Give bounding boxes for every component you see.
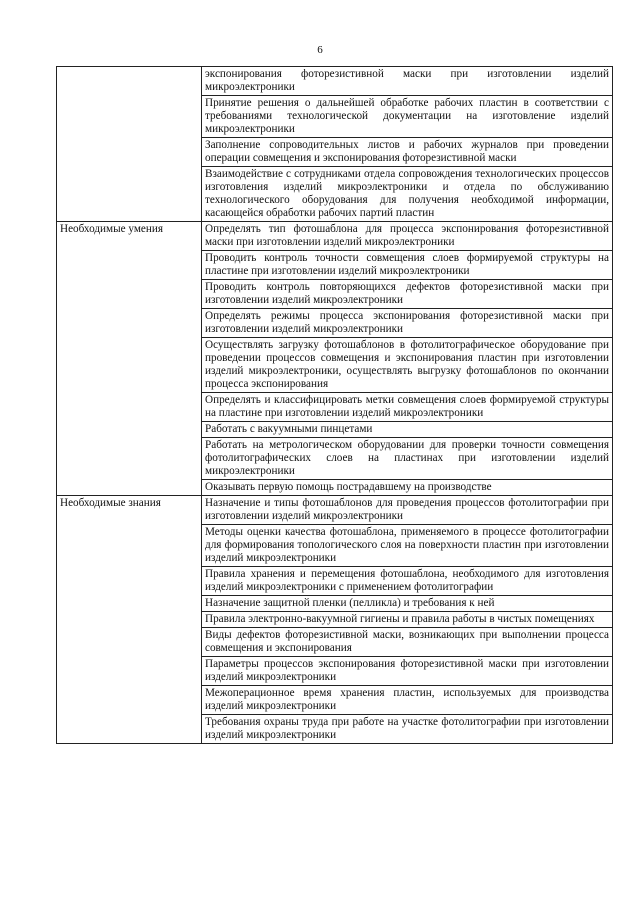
table-row — [57, 496, 613, 525]
list-item: Правила хранения и перемещения фотошаблона, необходимого для изготовления изделий микроэлектроники с применением фотолитографии — [202, 567, 613, 596]
list-item: Проводить контроль точности совмещения слоев формируемой структуры на пластине при изготовлении изделий микроэлектроники — [202, 251, 613, 280]
list-item: Правила электронно-вакуумной гигиены и правила работы в чистых помещениях — [202, 612, 613, 628]
page-number: 6 — [317, 44, 323, 56]
list-item: экспонирования фоторезистивной маски при изготовлении изделий микроэлектроники — [202, 67, 613, 96]
table-row — [57, 222, 613, 251]
list-item: Требования охраны труда при работе на участке фотолитографии при изготовлении изделий микроэлектроники — [202, 715, 613, 744]
list-item: Взаимодействие с сотрудниками отдела сопровождения технологических процессов изготовления изделий микроэлектроники и отдела по обслуживанию технологического оборудования для получения необходимой информации, касающейся обработки рабочих партий пластин — [202, 167, 613, 222]
list-item: Проводить контроль повторяющихся дефектов фоторезистивной маски при изготовлении изделий микроэлектроники — [202, 280, 613, 309]
list-item: Методы оценки качества фотошаблона, применяемого в процессе фотолитографии для формирования топологического слоя на поверхности пластин при изготовлении изделий микроэлектроники — [202, 525, 613, 567]
section-label-skills: Необходимые умения — [57, 222, 202, 496]
list-item: Заполнение сопроводительных листов и рабочих журналов при проведении операции совмещения и экспонирования фоторезистивной маски — [202, 138, 613, 167]
list-item: Межоперационное время хранения пластин, используемых для производства изделий микроэлектроники — [202, 686, 613, 715]
list-item: Виды дефектов фоторезистивной маски, возникающих при выполнении процесса совмещения и экспонирования — [202, 628, 613, 657]
list-item: Работать на метрологическом оборудовании для проверки точности совмещения фотолитографических слоев на пластинах при изготовлении изделий микроэлектроники — [202, 438, 613, 480]
list-item: Назначение защитной пленки (пелликла) и требования к ней — [202, 596, 613, 612]
list-item: Назначение и типы фотошаблонов для проведения процессов фотолитографии при изготовлении изделий микроэлектроники — [202, 496, 613, 525]
list-item: Определять тип фотошаблона для процесса экспонирования фоторезистивной маски при изготовлении изделий микроэлектроники — [202, 222, 613, 251]
list-item: Оказывать первую помощь пострадавшему на производстве — [202, 480, 613, 496]
list-item: Определять и классифицировать метки совмещения слоев формируемой структуры на пластине при изготовлении изделий микроэлектроники — [202, 393, 613, 422]
section-label-knowledge: Необходимые знания — [57, 496, 202, 744]
qualification-table — [56, 66, 613, 744]
list-item: Определять режимы процесса экспонирования фоторезистивной маски при изготовлении изделий микроэлектроники — [202, 309, 613, 338]
table-row — [57, 67, 613, 96]
section-label-continuation — [57, 67, 202, 222]
list-item: Принятие решения о дальнейшей обработке рабочих пластин в соответствии с требованиями технологической документации на изготовление изделий микроэлектроники — [202, 96, 613, 138]
list-item: Осуществлять загрузку фотошаблонов в фотолитографическое оборудование при проведении процессов совмещения и экспонирования пластин при изготовлении изделий микроэлектроники, осуществлять выгрузку фотошаблонов по окончании процесса экспонирования — [202, 338, 613, 393]
list-item: Работать с вакуумными пинцетами — [202, 422, 613, 438]
list-item: Параметры процессов экспонирования фоторезистивной маски при изготовлении изделий микроэлектроники — [202, 657, 613, 686]
